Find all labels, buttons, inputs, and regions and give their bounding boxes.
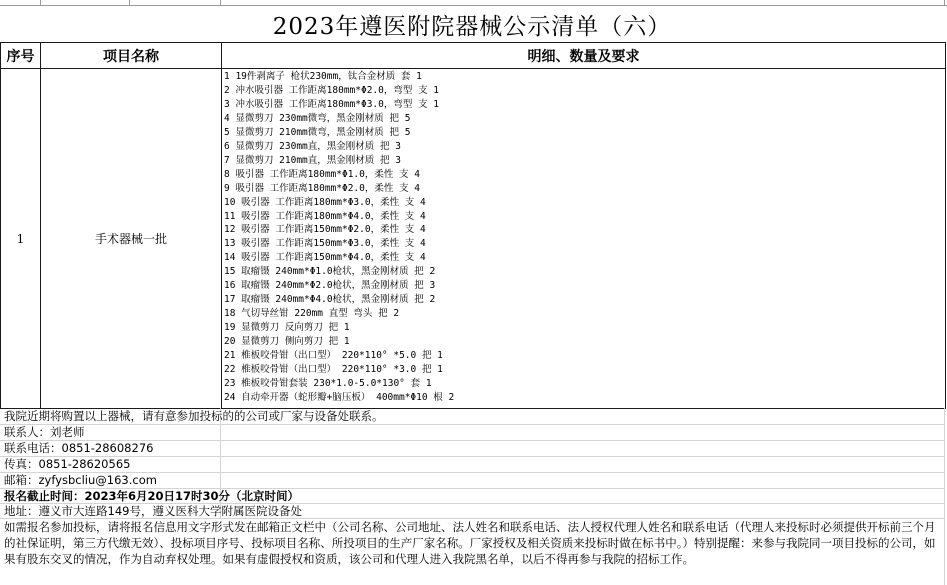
registration-deadline: 报名截止时间：2023年6月20日17时30分（北京时间） (4, 489, 300, 503)
notice-text: 如需报名参加投标，请将报名信息用文字形式发在邮箱正文栏中（公司名称、公司地址、法人姓名和联系电话、法人授权代理人姓名和联系电话（代理人来投标时必须提供开标前三个月的社保证明，第三方代缴无效）、投标项目序号、投标项目名称、所投项目的生产厂家名称。厂家授权及相关资质来投标时做在标书中。）特别提醒：来参与我院同一项目投标的公司，如果有股东交叉的情况，作为自动弃权处理。如果有虚假授权和资质，该公司和代理人进入我院黑名单，以后不得再参与我院的招标工作。 (4, 520, 936, 566)
detail-item: 17 取瘤镊 240mm*Φ4.0枪状，黑金刚材质 把 2 (224, 294, 436, 306)
detail-item: 12 吸引器 工作距离150mm*Φ2.0，柔性 支 4 (224, 224, 426, 236)
detail-item: 9 吸引器 工作距离180mm*Φ2.0，柔性 支 4 (224, 182, 421, 194)
detail-item: 10 吸引器 工作距离180mm*Φ3.0，柔性 支 4 (224, 196, 426, 208)
contact-person: 联系人：刘老师 (4, 425, 85, 439)
detail-list (222, 69, 945, 405)
detail-item: 1 19件剥离子 枪状230mm，钛合金材质 套 1 (224, 71, 422, 82)
detail-item: 11 吸引器 工作距离180mm*Φ4.0，柔性 支 4 (224, 210, 426, 222)
contact-email: 邮箱：zyfysbcliu@163.com (4, 473, 157, 487)
address-text: 地址：遵义市大连路149号，遵义医科大学附属医院设备处 (4, 504, 302, 518)
cell-name[interactable]: 手术器械一批 (41, 69, 222, 409)
detail-item: 5 显微剪刀 210mm微弯，黑金刚材质 把 5 (224, 126, 411, 138)
cell-num[interactable]: 1 (1, 69, 41, 409)
cell-detail[interactable] (222, 69, 946, 409)
detail-item: 7 显微剪刀 210mm直，黑金刚材质 把 3 (224, 154, 401, 166)
header-detail: 明细、数量及要求 (222, 43, 946, 69)
contact-phone: 联系电话：0851-28608276 (4, 441, 154, 455)
table-header-row (1, 43, 946, 69)
detail-item: 23 椎板咬骨钳套装 230*1.0-5.0*130° 套 1 (224, 377, 432, 389)
detail-item: 13 吸引器 工作距离150mm*Φ3.0，柔性 支 4 (224, 238, 426, 250)
detail-item: 3 冲水吸引器 工作距离180mm*Φ3.0，弯型 支 1 (224, 98, 440, 110)
detail-item: 2 冲水吸引器 工作距离180mm*Φ2.0，弯型 支 1 (224, 84, 440, 96)
detail-item: 15 取瘤镊 240mm*Φ1.0枪状，黑金刚材质 把 2 (224, 266, 436, 278)
table-row (1, 69, 946, 409)
detail-item: 8 吸引器 工作距离180mm*Φ1.0，柔性 支 4 (224, 168, 421, 180)
detail-item: 14 吸引器 工作距离150mm*Φ4.0，柔性 支 4 (224, 252, 426, 264)
detail-item: 20 显微剪刀 侧向剪刀 把 1 (224, 336, 350, 348)
detail-item: 16 取瘤镊 240mm*Φ2.0枪状，黑金刚材质 把 3 (224, 280, 436, 292)
detail-item: 19 显微剪刀 反向剪刀 把 1 (224, 322, 350, 334)
detail-item: 21 椎板咬骨钳（出口型） 220*110° *5.0 把 1 (224, 350, 443, 362)
detail-item: 18 气切导丝钳 220mm 直型 弯头 把 2 (224, 308, 400, 320)
page-title: 2023年遵医附院器械公示清单（六） (272, 13, 672, 40)
intro-text: 我院近期将购置以上器械，请有意参加投标的的公司或厂家与设备处联系。 (4, 409, 384, 423)
contact-fax: 传真：0851-28620565 (4, 457, 131, 471)
detail-item: 4 显微剪刀 230mm微弯，黑金刚材质 把 5 (224, 112, 411, 124)
header-num: 序号 (1, 43, 41, 69)
header-name: 项目名称 (41, 43, 222, 69)
equipment-table (0, 42, 946, 409)
detail-item: 24 自动牵开器（蛇形瓣+脑压板） 400mm*Φ10 根 2 (224, 391, 455, 403)
detail-item: 6 显微剪刀 230mm直，黑金刚材质 把 3 (224, 140, 401, 152)
detail-item: 22 椎板咬骨钳（出口型） 220*110° *3.0 把 1 (224, 364, 443, 376)
